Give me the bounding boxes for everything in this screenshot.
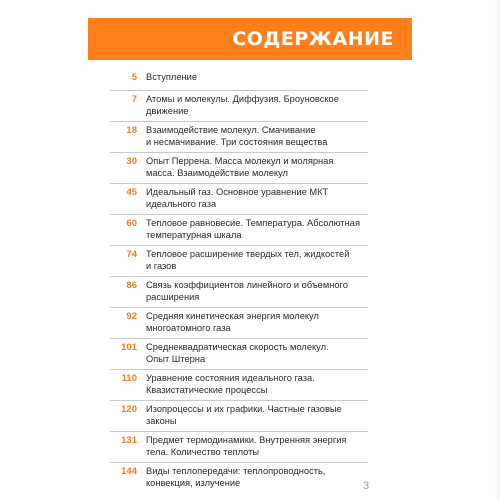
toc-page-number: 131 [121,435,137,446]
toc-entry[interactable] [110,91,368,122]
toc-title [146,122,368,148]
toc-entry[interactable] [110,370,368,401]
toc-page-number: 18 [126,125,137,136]
toc-page-number: 120 [121,404,137,415]
toc-entry[interactable] [110,122,368,153]
toc-title-line: Атомы и молекулы. Диффузия. Броуновское [146,94,339,104]
toc-title-line: Предмет термодинамики. Внутренняя энергия [146,435,347,445]
page-edge-shadow [494,0,500,500]
toc-entry[interactable] [110,153,368,184]
toc-title-line: Средняя кинетическая энергия молекул [146,311,319,321]
toc-title-line: Тепловое расширение твердых тел, жидкостей [146,249,350,259]
toc-title-line: масса. Взаимодействие молекул [146,167,288,178]
toc-title-line: температурная шкала [146,229,242,240]
toc-entry[interactable] [110,69,368,91]
toc-page-number: 110 [121,373,137,384]
table-of-contents [110,69,368,494]
toc-title-line: и газов [146,260,177,271]
toc-page-number: 7 [131,94,137,105]
toc-title [146,339,368,365]
toc-title [146,246,368,272]
toc-title-line: Идеальный газ. Основное уравнение МКТ [146,187,329,197]
toc-entry[interactable] [110,463,368,494]
toc-entry[interactable] [110,246,368,277]
toc-title [146,69,368,84]
toc-title-line: Уравнение состояния идеального газа. [146,373,315,383]
toc-entry[interactable] [110,184,368,215]
toc-entry[interactable] [110,308,368,339]
toc-page-number: 5 [131,72,137,83]
toc-title-line: Взаимодействие молекул. Смачивание [146,125,316,135]
toc-title-line: многоатомного газа [146,322,231,333]
toc-title-line: Квазистатические процессы [146,384,268,395]
toc-page-number: 92 [126,311,137,322]
toc-title-line: Тепловое равновесие. Температура. Абсолютная [146,218,360,228]
toc-title-line: законы [146,415,177,426]
toc-title-line: движение [146,105,189,116]
toc-title-line: Виды теплопередачи: теплопроводность, [146,466,326,476]
toc-page-number: 144 [121,466,137,477]
toc-title-line: расширения [146,291,200,302]
toc-title [146,370,368,396]
toc-title [146,463,368,489]
toc-title [146,277,368,303]
toc-title [146,184,368,210]
toc-entry[interactable] [110,401,368,432]
page-number: 3 [363,480,370,492]
toc-page-number: 30 [126,156,137,167]
toc-page-number: 86 [126,280,137,291]
toc-title-line: Изопроцессы и их графики. Частные газовые [146,404,342,414]
toc-page-number: 74 [126,249,137,260]
toc-entry[interactable] [110,432,368,463]
toc-entry[interactable] [110,339,368,370]
toc-title-line: конвекция, излучение [146,477,241,488]
toc-title-line: Среднеквадратическая скорость молекул. [146,342,329,352]
toc-title-line: идеального газа [146,198,217,209]
toc-entry[interactable] [110,277,368,308]
header-band [88,18,412,60]
toc-title [146,153,368,179]
toc-title-line: Вступление [146,72,197,82]
toc-title-line: Связь коэффициентов линейного и объемного [146,280,348,290]
toc-title-line: и несмачивание. Три состояния вещества [146,136,328,147]
toc-title [146,308,368,334]
toc-page-number: 45 [126,187,137,198]
toc-title [146,432,368,458]
toc-title [146,91,368,117]
toc-title-line: Опыт Перрена. Масса молекул и молярная [146,156,334,166]
page-title: СОДЕРЖАНИЕ [232,28,394,50]
toc-title [146,215,368,241]
toc-page-number: 101 [121,342,137,353]
toc-title-line: тела. Количество теплоты [146,446,260,457]
toc-entry[interactable] [110,215,368,246]
toc-title [146,401,368,427]
toc-page-number: 60 [126,218,137,229]
toc-title-line: Опыт Штерна [146,353,206,364]
